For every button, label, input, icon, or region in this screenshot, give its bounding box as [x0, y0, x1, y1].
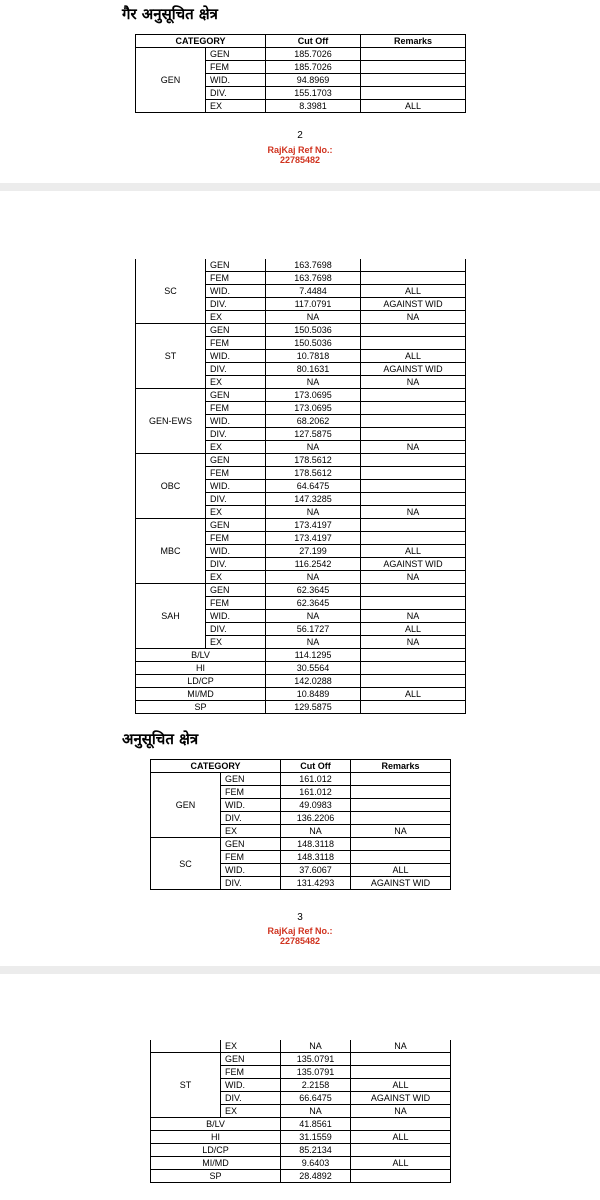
cutoff-cell: 9.6403: [281, 1157, 351, 1170]
table-row: [136, 454, 466, 467]
cutoff-cell: 161.012: [281, 773, 351, 786]
remarks-cell: ALL: [361, 350, 466, 363]
remarks-cell: AGAINST WID: [361, 298, 466, 311]
header-remarks: Remarks: [351, 760, 451, 773]
category-cell: SC: [136, 259, 206, 324]
cutoff-cell: 173.4197: [266, 519, 361, 532]
table-header-row: [136, 35, 466, 48]
cutoff-cell: 173.4197: [266, 532, 361, 545]
table-row: [136, 259, 466, 272]
remarks-cell: [361, 493, 466, 506]
subcategory-cell: GEN: [206, 389, 266, 402]
table-row: [136, 519, 466, 532]
cutoff-cell: 68.2062: [266, 415, 361, 428]
subcategory-cell: WID.: [206, 545, 266, 558]
subcategory-cell: EX: [221, 825, 281, 838]
category-cell: [151, 1040, 221, 1053]
remarks-cell: ALL: [361, 623, 466, 636]
subcategory-cell: GEN: [221, 1053, 281, 1066]
table-row: [151, 838, 451, 851]
remarks-cell: NA: [361, 636, 466, 649]
cutoff-cell: 66.6475: [281, 1092, 351, 1105]
cutoff-cell: 127.5875: [266, 428, 361, 441]
remarks-cell: [351, 1144, 451, 1157]
ref-number: 22785482: [279, 155, 321, 165]
table-row: [136, 389, 466, 402]
cutoff-cell: NA: [281, 1040, 351, 1053]
remarks-cell: ALL: [361, 100, 466, 113]
page-gap: [0, 966, 600, 974]
subcategory-cell: GEN: [221, 838, 281, 851]
cutoff-cell: NA: [281, 1105, 351, 1118]
section-heading-general-area: गैर अनुसूचित क्षेत्र: [122, 5, 218, 23]
header-cutoff: Cut Off: [266, 35, 361, 48]
remarks-cell: NA: [361, 571, 466, 584]
subcategory-cell: DIV.: [221, 877, 281, 890]
remarks-cell: NA: [361, 610, 466, 623]
ref-number: 22785482: [279, 936, 321, 946]
remarks-cell: [361, 467, 466, 480]
cutoff-cell: 173.0695: [266, 389, 361, 402]
table-row: [136, 48, 466, 61]
remarks-cell: [361, 480, 466, 493]
disability-category-cell: HI: [151, 1131, 281, 1144]
cutoff-cell: NA: [281, 825, 351, 838]
category-cell: MBC: [136, 519, 206, 584]
disability-category-cell: B/LV: [136, 649, 266, 662]
cutoff-cell: 31.1559: [281, 1131, 351, 1144]
remarks-cell: AGAINST WID: [361, 558, 466, 571]
cutoff-cell: 185.7026: [266, 48, 361, 61]
remarks-cell: [361, 74, 466, 87]
cutoff-cell: NA: [266, 506, 361, 519]
subcategory-cell: GEN: [206, 48, 266, 61]
disability-category-cell: HI: [136, 662, 266, 675]
cutoff-cell: 37.6067: [281, 864, 351, 877]
remarks-cell: ALL: [351, 1157, 451, 1170]
cutoff-cell: 163.7698: [266, 259, 361, 272]
remarks-cell: [361, 402, 466, 415]
remarks-cell: NA: [361, 506, 466, 519]
remarks-cell: [361, 415, 466, 428]
disability-category-cell: LD/CP: [136, 675, 266, 688]
cutoff-cell: 116.2542: [266, 558, 361, 571]
disability-category-cell: LD/CP: [151, 1144, 281, 1157]
remarks-cell: [361, 597, 466, 610]
subcategory-cell: EX: [221, 1040, 281, 1053]
cutoff-cell: 41.8561: [281, 1118, 351, 1131]
subcategory-cell: GEN: [206, 519, 266, 532]
category-cell: ST: [136, 324, 206, 389]
subcategory-cell: WID.: [206, 74, 266, 87]
subcategory-cell: EX: [206, 571, 266, 584]
remarks-cell: [361, 259, 466, 272]
subcategory-cell: EX: [206, 441, 266, 454]
cutoff-cell: 80.1631: [266, 363, 361, 376]
remarks-cell: NA: [361, 441, 466, 454]
cutoff-cell: 178.5612: [266, 454, 361, 467]
remarks-cell: [351, 799, 451, 812]
cutoff-cell: 136.2206: [281, 812, 351, 825]
subcategory-cell: GEN: [206, 324, 266, 337]
remarks-cell: [361, 87, 466, 100]
subcategory-cell: FEM: [206, 467, 266, 480]
cutoff-cell: 117.0791: [266, 298, 361, 311]
table-row: [151, 773, 451, 786]
subcategory-cell: WID.: [221, 799, 281, 812]
cutoff-cell: 94.8969: [266, 74, 361, 87]
cutoff-cell: 155.1703: [266, 87, 361, 100]
remarks-cell: [361, 519, 466, 532]
subcategory-cell: FEM: [206, 402, 266, 415]
cutoff-cell: NA: [266, 610, 361, 623]
cutoff-cell: NA: [266, 571, 361, 584]
subcategory-cell: WID.: [206, 285, 266, 298]
remarks-cell: ALL: [361, 285, 466, 298]
category-cell: SC: [151, 838, 221, 890]
table-row: [136, 324, 466, 337]
remarks-cell: [361, 324, 466, 337]
remarks-cell: NA: [361, 311, 466, 324]
cutoff-cell: 163.7698: [266, 272, 361, 285]
cutoff-cell: 178.5612: [266, 467, 361, 480]
cutoff-cell: NA: [266, 376, 361, 389]
cutoff-cell: 7.4484: [266, 285, 361, 298]
remarks-cell: AGAINST WID: [351, 1092, 451, 1105]
cutoff-cell: 148.3118: [281, 851, 351, 864]
cutoff-table-scheduled-continued: [150, 1040, 451, 1183]
table-row: [136, 584, 466, 597]
table-row: [151, 1131, 451, 1144]
disability-category-cell: MI/MD: [136, 688, 266, 701]
subcategory-cell: EX: [206, 311, 266, 324]
cutoff-cell: 161.012: [281, 786, 351, 799]
remarks-cell: [361, 389, 466, 402]
remarks-cell: [361, 61, 466, 74]
table-row: [151, 1053, 451, 1066]
table-row: [151, 1157, 451, 1170]
page-number: 2: [297, 130, 303, 141]
remarks-cell: [361, 272, 466, 285]
table-row: [151, 1144, 451, 1157]
cutoff-cell: 10.7818: [266, 350, 361, 363]
subcategory-cell: DIV.: [206, 298, 266, 311]
remarks-cell: [361, 701, 466, 714]
disability-category-cell: B/LV: [151, 1118, 281, 1131]
remarks-cell: NA: [361, 376, 466, 389]
remarks-cell: [351, 838, 451, 851]
cutoff-cell: 150.5036: [266, 324, 361, 337]
cutoff-table-continued: [135, 259, 466, 714]
category-cell: ST: [151, 1053, 221, 1118]
subcategory-cell: FEM: [206, 61, 266, 74]
cutoff-cell: NA: [266, 311, 361, 324]
category-cell: OBC: [136, 454, 206, 519]
subcategory-cell: GEN: [206, 454, 266, 467]
cutoff-table-general-area: [135, 34, 466, 113]
remarks-cell: ALL: [361, 545, 466, 558]
remarks-cell: [361, 532, 466, 545]
cutoff-cell: 148.3118: [281, 838, 351, 851]
cutoff-cell: 28.4892: [281, 1170, 351, 1183]
ref-label: RajKaj Ref No.:: [267, 145, 333, 155]
table-row: [151, 1170, 451, 1183]
remarks-cell: [351, 1118, 451, 1131]
remarks-cell: [361, 428, 466, 441]
table-row: [151, 1118, 451, 1131]
subcategory-cell: FEM: [221, 1066, 281, 1079]
table-row: [136, 649, 466, 662]
remarks-cell: ALL: [351, 1079, 451, 1092]
subcategory-cell: FEM: [206, 272, 266, 285]
disability-category-cell: SP: [151, 1170, 281, 1183]
remarks-cell: [361, 454, 466, 467]
remarks-cell: [351, 786, 451, 799]
subcategory-cell: FEM: [206, 597, 266, 610]
cutoff-cell: 185.7026: [266, 61, 361, 74]
subcategory-cell: DIV.: [206, 87, 266, 100]
cutoff-cell: 114.1295: [266, 649, 361, 662]
subcategory-cell: WID.: [206, 610, 266, 623]
subcategory-cell: FEM: [206, 337, 266, 350]
remarks-cell: [351, 1053, 451, 1066]
remarks-cell: ALL: [351, 864, 451, 877]
cutoff-cell: 85.2134: [281, 1144, 351, 1157]
category-cell: GEN: [136, 48, 206, 113]
subcategory-cell: EX: [206, 100, 266, 113]
cutoff-cell: NA: [266, 441, 361, 454]
subcategory-cell: WID.: [206, 415, 266, 428]
remarks-cell: [351, 1066, 451, 1079]
header-cutoff: Cut Off: [281, 760, 351, 773]
remarks-cell: ALL: [361, 688, 466, 701]
subcategory-cell: DIV.: [206, 363, 266, 376]
remarks-cell: [351, 1170, 451, 1183]
remarks-cell: AGAINST WID: [351, 877, 451, 890]
cutoff-cell: 2.2158: [281, 1079, 351, 1092]
cutoff-cell: 30.5564: [266, 662, 361, 675]
remarks-cell: NA: [351, 1040, 451, 1053]
subcategory-cell: GEN: [206, 259, 266, 272]
subcategory-cell: FEM: [206, 532, 266, 545]
cutoff-cell: 56.1727: [266, 623, 361, 636]
cutoff-cell: 131.4293: [281, 877, 351, 890]
cutoff-table-scheduled-area: [150, 759, 451, 890]
remarks-cell: [351, 812, 451, 825]
disability-category-cell: MI/MD: [151, 1157, 281, 1170]
subcategory-cell: DIV.: [206, 558, 266, 571]
subcategory-cell: WID.: [221, 1079, 281, 1092]
cutoff-cell: 64.6475: [266, 480, 361, 493]
table-row: [136, 701, 466, 714]
cutoff-cell: 150.5036: [266, 337, 361, 350]
subcategory-cell: WID.: [206, 350, 266, 363]
subcategory-cell: FEM: [221, 851, 281, 864]
table-row: [151, 1040, 451, 1053]
subcategory-cell: GEN: [221, 773, 281, 786]
category-cell: GEN-EWS: [136, 389, 206, 454]
subcategory-cell: EX: [221, 1105, 281, 1118]
subcategory-cell: FEM: [221, 786, 281, 799]
remarks-cell: [361, 675, 466, 688]
category-cell: SAH: [136, 584, 206, 649]
header-category: CATEGORY: [136, 35, 266, 48]
cutoff-cell: 142.0288: [266, 675, 361, 688]
remarks-cell: [351, 851, 451, 864]
remarks-cell: [361, 662, 466, 675]
subcategory-cell: GEN: [206, 584, 266, 597]
remarks-cell: NA: [351, 1105, 451, 1118]
section-heading-scheduled-area: अनुसूचित क्षेत्र: [122, 730, 199, 748]
header-remarks: Remarks: [361, 35, 466, 48]
cutoff-cell: 49.0983: [281, 799, 351, 812]
remarks-cell: AGAINST WID: [361, 363, 466, 376]
cutoff-cell: 173.0695: [266, 402, 361, 415]
remarks-cell: [361, 48, 466, 61]
remarks-cell: NA: [351, 825, 451, 838]
cutoff-cell: 62.3645: [266, 584, 361, 597]
table-row: [136, 688, 466, 701]
cutoff-cell: 27.199: [266, 545, 361, 558]
disability-category-cell: SP: [136, 701, 266, 714]
header-category: CATEGORY: [151, 760, 281, 773]
subcategory-cell: DIV.: [206, 428, 266, 441]
remarks-cell: [351, 773, 451, 786]
page-gap: [0, 183, 600, 191]
category-cell: GEN: [151, 773, 221, 838]
subcategory-cell: EX: [206, 636, 266, 649]
cutoff-cell: 8.3981: [266, 100, 361, 113]
remarks-cell: [361, 649, 466, 662]
table-header-row: [151, 760, 451, 773]
ref-label: RajKaj Ref No.:: [267, 926, 333, 936]
subcategory-cell: DIV.: [221, 812, 281, 825]
remarks-cell: ALL: [351, 1131, 451, 1144]
subcategory-cell: WID.: [221, 864, 281, 877]
subcategory-cell: WID.: [206, 480, 266, 493]
subcategory-cell: DIV.: [221, 1092, 281, 1105]
table-row: [136, 662, 466, 675]
subcategory-cell: DIV.: [206, 623, 266, 636]
cutoff-cell: 10.8489: [266, 688, 361, 701]
subcategory-cell: EX: [206, 376, 266, 389]
table-row: [136, 675, 466, 688]
cutoff-cell: NA: [266, 636, 361, 649]
cutoff-cell: 135.0791: [281, 1066, 351, 1079]
remarks-cell: [361, 337, 466, 350]
subcategory-cell: DIV.: [206, 493, 266, 506]
cutoff-cell: 147.3285: [266, 493, 361, 506]
subcategory-cell: EX: [206, 506, 266, 519]
cutoff-cell: 135.0791: [281, 1053, 351, 1066]
cutoff-cell: 129.5875: [266, 701, 361, 714]
page-number: 3: [297, 912, 303, 923]
remarks-cell: [361, 584, 466, 597]
cutoff-cell: 62.3645: [266, 597, 361, 610]
